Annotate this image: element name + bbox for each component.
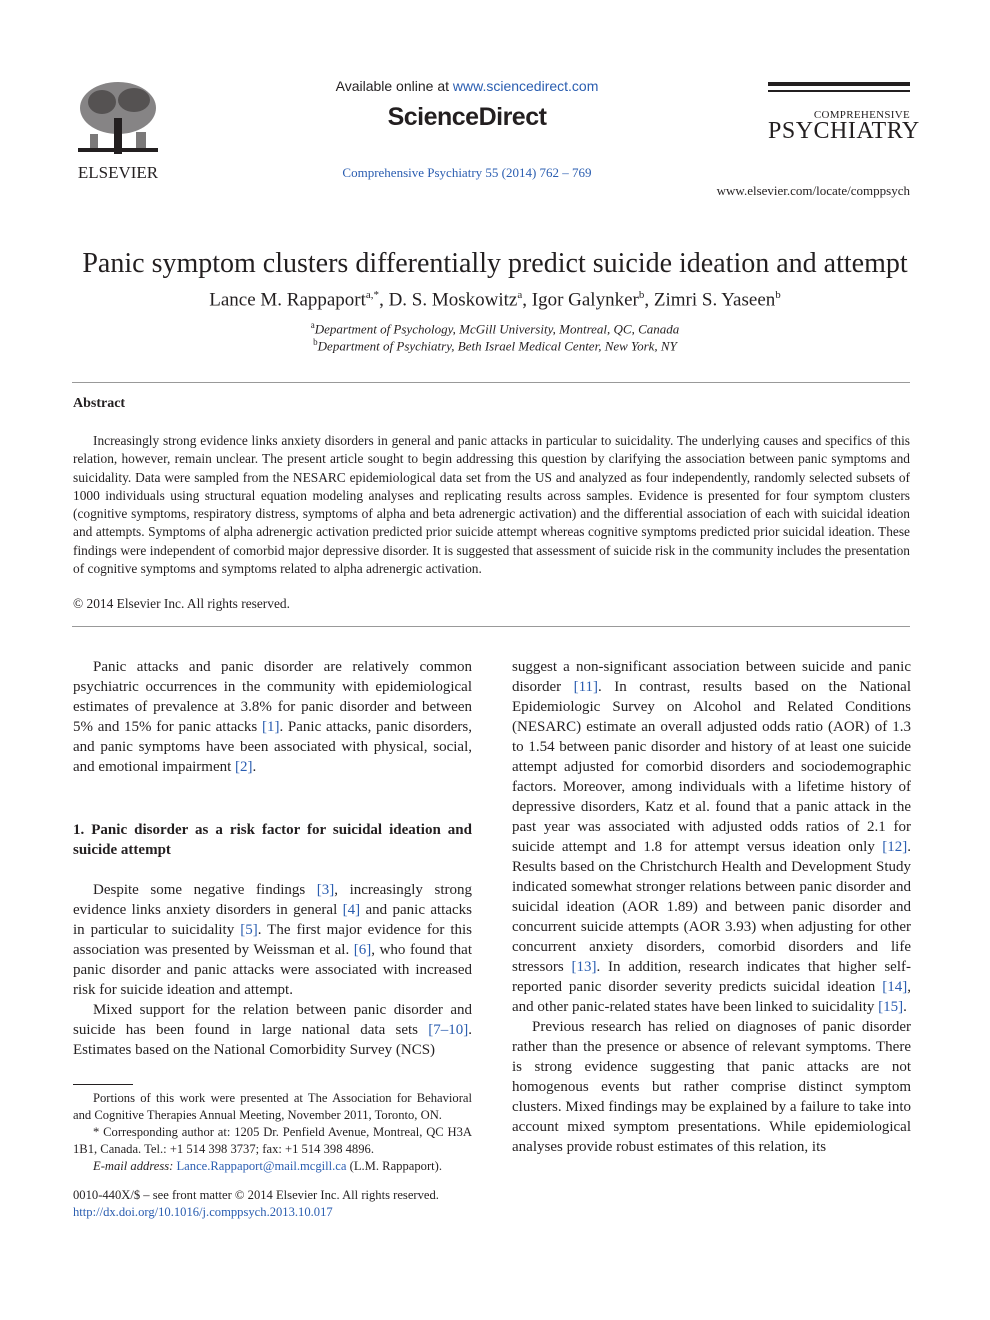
right-paragraph-2	[512, 1017, 911, 1157]
journal-logo-bar-thin	[768, 90, 910, 92]
section-1-heading: 1. Panic disorder as a risk factor for suicidal ideation and suicide attempt	[73, 822, 472, 858]
citation-link[interactable]: [3]	[316, 882, 335, 898]
journal-logo-big-text: PSYCHIATRY	[768, 118, 920, 144]
right-paragraph-1	[512, 657, 911, 1017]
email-link[interactable]: Lance.Rappaport@mail.mcgill.ca	[176, 1159, 347, 1173]
sciencedirect-link[interactable]: www.sciencedirect.com	[452, 78, 599, 94]
text-run: . In addition, research indicates that higher self-reported panic disorder severity predicts suicidal ideation	[512, 959, 911, 995]
journal-logo-small-text: COMPREHENSIVE	[813, 109, 910, 121]
author-affiliation-mark: b	[638, 289, 645, 301]
doi-link[interactable]: http://dx.doi.org/10.1016/j.comppsych.2013.10.017	[73, 1205, 333, 1219]
journal-url: www.elsevier.com/locate/comppsych	[716, 183, 910, 198]
elsevier-tree-icon	[72, 78, 164, 182]
abstract-copyright: © 2014 Elsevier Inc. All rights reserved.	[73, 596, 290, 611]
sciencedirect-logo: ScienceDirect	[387, 103, 547, 131]
citation-link[interactable]: [14]	[882, 979, 908, 995]
citation-link[interactable]: [15]	[878, 999, 904, 1015]
citation-link[interactable]: [13]	[571, 959, 597, 975]
affiliation-b: $^b$Department of Psychiatry, Beth Israel Medical Center, New York, NY	[313, 337, 677, 354]
footnotes	[73, 1090, 472, 1175]
text-run: , who found that panic disorder and panic attacks were associated with increased risk for suicide ideation and attempt.	[73, 942, 472, 998]
author-separator: ,	[522, 289, 532, 311]
footnote-email: E-mail address: Lance.Rappaport@mail.mcgill.ca (L.M. Rappaport).	[93, 1159, 442, 1173]
footnote-corresponding: * Corresponding author at: 1205 Dr. Penfield Avenue, Montreal, QC H3A 1B1, Canada. Tel.: +1 514 398 3737; fax: +1 514 398 4896.	[73, 1125, 472, 1156]
publisher-logo-text: ELSEVIER	[77, 163, 159, 182]
citation-link[interactable]: [1]	[261, 719, 280, 735]
text-run: .	[252, 759, 257, 775]
text-run: . Estimates based on the National Comorbidity Survey (NCS)	[73, 1022, 472, 1058]
article-title: Panic symptom clusters differentially predict suicide ideation and attempt	[82, 248, 908, 279]
author-name: D. S. Moskowitz	[388, 289, 518, 311]
journal-logo-bar	[768, 82, 910, 86]
abstract-text: Increasingly strong evidence links anxiety disorders in general and panic attacks in particular to suicidality. The underlying causes and specifics of this relation, however, remain unclear. The present article sought to begin addressing this question by clarifying the association between panic symptoms and suicidality. Data were sampled from the NESARC epidemiological data set from the US and analyzed as four independently, randomly selected subsets of 1000 individuals using structural equation modeling analyses and replicating results across samples. Evidence is presented for four symptom clusters (cognitive symptoms, respiratory distress, symptoms of alpha and beta adrenergic activation) and the differential association of each with suicidal ideation and attempts. Symptoms of alpha adrenergic activation predicted prior suicide attempt whereas cognitive symptoms predicted prior suicidal ideation. These findings were independent of comorbid major depressive disorder. It is suggested that assessment of suicide risk in the community includes the presentation of cognitive symptoms and symptoms related to alpha adrenergic activation.	[73, 433, 910, 577]
left-column-section-1	[73, 880, 472, 1060]
issn-line: 0010-440X/$ – see front matter © 2014 Elsevier Inc. All rights reserved.	[73, 1188, 439, 1202]
section-1-paragraph-2	[73, 1000, 472, 1060]
text-run: . Results based on the Christchurch Health and Development Study indicated somewhat stronger relations between panic disorder and suicidal ideation (AOR 1.89) and between panic disorder and concurrent suicide attempts (AOR 3.93) when adjusting for other concurrent anxiety disorders, comorbid disorders and life stressors	[512, 839, 911, 975]
journal-reference-link[interactable]: Comprehensive Psychiatry 55 (2014) 762 – 769	[342, 165, 592, 180]
divider-top	[72, 382, 910, 383]
text-run: . In contrast, results based on the National Epidemiologic Survey on Alcohol and Related Conditions (NESARC) estimate an overall adjusted odds ratio (AOR) of 1.3 to 1.54 between panic disorder and history of at least one suicide attempt adjusted for comorbid disorders and sociodemographic factors. Moreover, among individuals with a lifetime history of depressive disorders, Katz et al. found that a panic attack in the past year was associated with adjusted odds ratios of 2.1 for suicide attempt and 1.8 for attempt versus ideation only	[512, 679, 911, 855]
intro-paragraph	[73, 657, 472, 777]
journal-logo	[768, 82, 920, 144]
text-run: suggest a non-significant association between suicide and panic disorder	[512, 659, 911, 695]
citation-link[interactable]: [11]	[573, 679, 599, 695]
elsevier-logo	[72, 78, 164, 182]
citation-link[interactable]: [2]	[235, 759, 253, 775]
author-affiliation-mark: a	[517, 289, 523, 301]
footnote-rule	[73, 1084, 133, 1085]
section-1-paragraph-1	[73, 880, 472, 1000]
author-affiliation-mark: a,*	[365, 289, 380, 301]
available-prefix: Available online at	[335, 78, 453, 94]
text-run: and panic attacks in particular to suicidality	[73, 902, 472, 938]
abstract-heading: Abstract	[73, 396, 126, 411]
right-column	[512, 657, 911, 1157]
text-run: Panic attacks and panic disorder are relatively common psychiatric occurrences in the community with epidemiological estimates of prevalence at 3.8% for panic disorder and between 5% and 15% for panic attacks	[73, 659, 472, 735]
footnote-presented: Portions of this work were presented at The Association for Behavioral and Cognitive Therapies Annual Meeting, November 2011, Toronto, ON.	[73, 1091, 472, 1122]
author-separator: ,	[379, 289, 389, 311]
citation-link[interactable]: [5]	[240, 922, 258, 938]
text-run: Previous research has relied on diagnoses of panic disorder rather than the presence or absence of relevant symptoms. There is strong evidence suggesting that panic attacks are not homogenous events but rather comprise distinct symptom clusters. Mixed findings may be explained by a failure to take into account mixed symptom presentations. While epidemiological analyses provide robust estimates of this relation, its	[512, 1019, 911, 1155]
citation-link[interactable]: [12]	[882, 839, 908, 855]
citation-link[interactable]: [7–10]	[428, 1022, 469, 1038]
author-name: Igor Galynker	[531, 289, 639, 311]
author-affiliation-mark: b	[775, 289, 781, 301]
author-list	[40, 289, 950, 311]
text-run: . Panic attacks, panic disorders, and panic symptoms have been associated with physical, social, and emotional impairment	[73, 719, 472, 775]
text-run: , increasingly strong evidence links anxiety disorders in general	[73, 882, 472, 918]
text-run: Mixed support for the relation between panic disorder and suicide has been found in large national data sets	[73, 1002, 472, 1038]
divider-bottom	[72, 626, 910, 627]
left-column-intro	[73, 657, 472, 777]
citation-link[interactable]: [6]	[353, 942, 372, 958]
text-run: Despite some negative findings	[93, 882, 317, 898]
text-run: , and other panic-related states have been linked to suicidality	[512, 979, 911, 1015]
text-run: .	[903, 999, 907, 1015]
available-online-line	[300, 78, 634, 94]
citation-link[interactable]: [4]	[342, 902, 361, 918]
author-separator: ,	[644, 289, 654, 311]
author-name: Zimri S. Yaseen	[653, 289, 776, 311]
author-name: Lance M. Rappaport	[209, 289, 366, 311]
text-run: . The first major evidence for this association was presented by Weissman et al.	[73, 922, 472, 958]
issn-doi-block	[73, 1187, 472, 1221]
affiliation-a: $^a$Department of Psychology, McGill University, Montreal, QC, Canada	[310, 320, 680, 337]
